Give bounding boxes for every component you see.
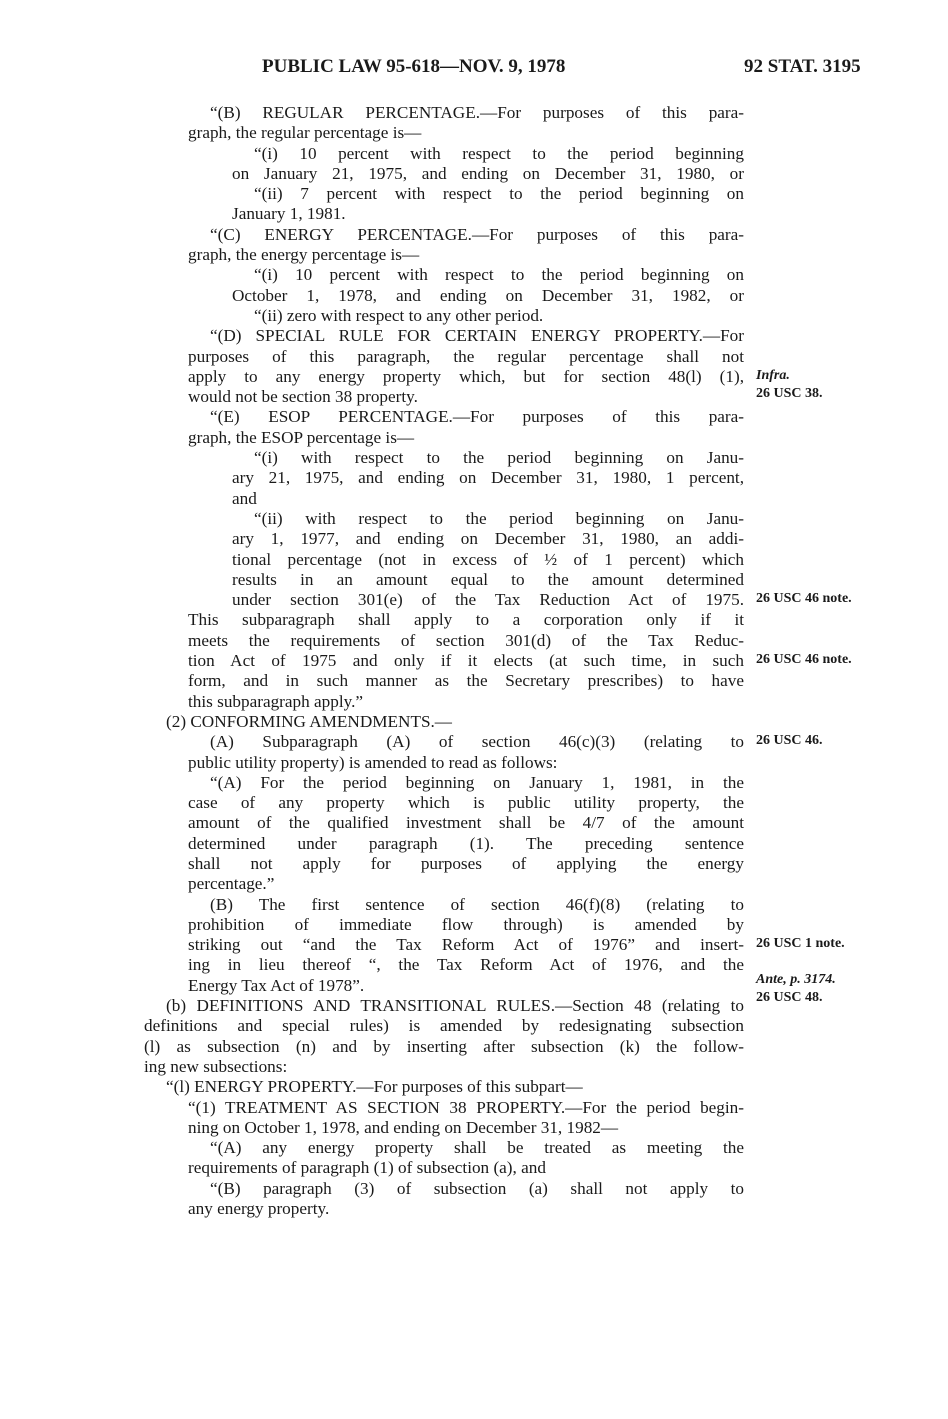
text-line: “(l) ENERGY PROPERTY.—For purposes of this subpart—	[166, 1077, 583, 1097]
text-line: public utility property) is amended to read as follows:	[188, 752, 558, 772]
margin-note-26-usc-46-note-1: 26 USC 46 note.	[756, 591, 852, 606]
text-line: graph, the regular percentage is—	[188, 123, 422, 143]
text-line: tion Act of 1975 and only if it elects (at such time, in such	[188, 651, 744, 671]
margin-note-26-usc-48: 26 USC 48.	[756, 990, 823, 1005]
text-line: (b) DEFINITIONS AND TRANSITIONAL RULES.—Section 48 (relating to	[166, 996, 744, 1016]
text-line: meets the requirements of section 301(d) of the Tax Reduc-	[188, 630, 744, 650]
text-line: tional percentage (not in excess of ½ of 1 percent) which	[232, 549, 744, 569]
text-line: “(ii) with respect to the period beginning on Janu-	[254, 508, 744, 528]
text-line: (A) Subparagraph (A) of section 46(c)(3) (relating to	[210, 732, 744, 752]
text-line: any energy property.	[188, 1199, 330, 1219]
text-line: ary 21, 1975, and ending on December 31, 1980, 1 percent,	[232, 468, 744, 488]
text-line: “(i) with respect to the period beginning on Janu-	[254, 448, 744, 468]
text-line: results in an amount equal to the amount determined	[232, 569, 744, 589]
text-line: apply to any energy property which, but for section 48(l) (1),	[188, 366, 744, 386]
text-line: January 1, 1981.	[232, 204, 346, 224]
text-line: Energy Tax Act of 1978”.	[188, 975, 365, 995]
text-line: prohibition of immediate flow through) is amended by	[188, 914, 744, 934]
text-line: striking out “and the Tax Reform Act of 1976” and insert-	[188, 935, 744, 955]
text-line: (B) The first sentence of section 46(f)(8) (relating to	[210, 894, 744, 914]
text-line: “(B) paragraph (3) of subsection (a) shall not apply to	[210, 1178, 744, 1198]
margin-note-26-usc-1-note: 26 USC 1 note.	[756, 936, 845, 951]
margin-note-ante: Ante, p. 3174.	[756, 972, 836, 987]
text-line: shall not apply for purposes of applying the energy	[188, 853, 744, 873]
page-header	[0, 56, 948, 82]
text-line: case of any property which is public utility property, the	[188, 793, 744, 813]
text-line: “(1) TREATMENT AS SECTION 38 PROPERTY.—For the period begin-	[188, 1097, 744, 1117]
statute-body-text	[144, 103, 744, 1219]
margin-note-infra: Infra.	[756, 368, 790, 383]
law-citation: PUBLIC LAW 95-618—NOV. 9, 1978	[262, 56, 566, 77]
text-line: requirements of paragraph (1) of subsection (a), and	[188, 1158, 546, 1178]
text-line: “(i) 10 percent with respect to the period beginning	[254, 143, 744, 163]
text-line: definitions and special rules) is amended by redesignating subsection	[144, 1016, 744, 1036]
text-line: graph, the ESOP percentage is—	[188, 427, 415, 447]
text-line: ing in lieu thereof “, the Tax Reform Act of 1976, and the	[188, 955, 744, 975]
text-line: “(ii) 7 percent with respect to the period beginning on	[254, 184, 744, 204]
margin-note-26-usc-46-note-2: 26 USC 46 note.	[756, 652, 852, 667]
text-line: this subparagraph apply.”	[188, 691, 364, 711]
text-line: “(C) ENERGY PERCENTAGE.—For purposes of this para-	[210, 224, 744, 244]
margin-note-26-usc-38: 26 USC 38.	[756, 386, 823, 401]
text-line: graph, the energy percentage is—	[188, 245, 420, 265]
margin-note-26-usc-46: 26 USC 46.	[756, 733, 823, 748]
text-line: and	[232, 488, 257, 508]
text-line: ning on October 1, 1978, and ending on December 31, 1982—	[188, 1117, 619, 1137]
text-line: would not be section 38 property.	[188, 387, 418, 407]
text-line: ary 1, 1977, and ending on December 31, 1980, an addi-	[232, 529, 744, 549]
text-line: This subparagraph shall apply to a corporation only if it	[188, 610, 744, 630]
text-line: amount of the qualified investment shall be 4/7 of the amount	[188, 813, 744, 833]
text-line: determined under paragraph (1). The preceding sentence	[188, 833, 744, 853]
text-line: percentage.”	[188, 874, 275, 894]
text-line: “(ii) zero with respect to any other period.	[254, 305, 544, 325]
text-line: form, and in such manner as the Secretary prescribes) to have	[188, 671, 744, 691]
text-line: “(B) REGULAR PERCENTAGE.—For purposes of this para-	[210, 103, 744, 122]
text-line: on January 21, 1975, and ending on December 31, 1980, or	[232, 163, 744, 183]
text-line: “(E) ESOP PERCENTAGE.—For purposes of this para-	[210, 407, 744, 427]
text-line: purposes of this paragraph, the regular percentage shall not	[188, 346, 744, 366]
text-line: “(D) SPECIAL RULE FOR CERTAIN ENERGY PROPERTY.—For	[210, 326, 744, 346]
text-line: ing new subsections:	[144, 1056, 288, 1076]
text-line: “(A) any energy property shall be treated as meeting the	[210, 1138, 744, 1158]
text-line: under section 301(e) of the Tax Reduction Act of 1975.	[232, 590, 744, 610]
text-line: “(i) 10 percent with respect to the period beginning on	[254, 265, 744, 285]
text-line: (2) CONFORMING AMENDMENTS.—	[166, 711, 452, 731]
text-line: October 1, 1978, and ending on December 31, 1982, or	[232, 285, 744, 305]
statute-page-number: 92 STAT. 3195	[744, 56, 861, 77]
text-line: (l) as subsection (n) and by inserting after subsection (k) the follow-	[144, 1036, 744, 1056]
text-line: “(A) For the period beginning on January 1, 1981, in the	[210, 772, 744, 792]
